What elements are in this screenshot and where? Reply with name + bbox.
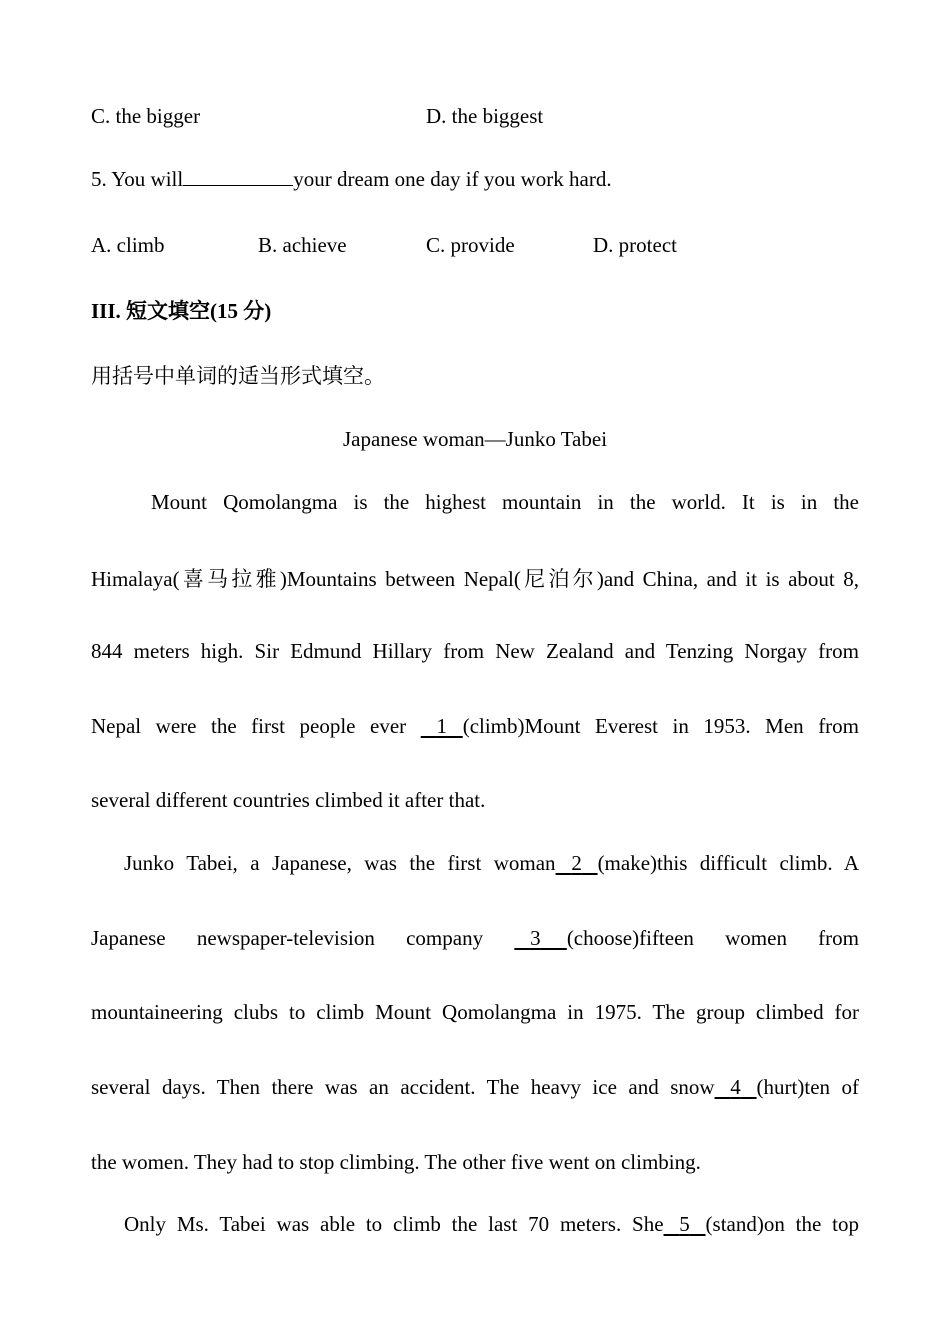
q5-option-b: B. achieve	[258, 233, 347, 257]
section-instruction: 用括号中单词的适当形式填空。	[91, 364, 385, 388]
q4-option-d: D. the biggest	[426, 104, 544, 128]
passage-text: (stand)on the top	[705, 1212, 859, 1236]
q5-option-c: C. provide	[426, 233, 515, 257]
passage-text: (hurt)ten of	[756, 1075, 859, 1099]
passage-text: Junko Tabei, a Japanese, was the first woman	[124, 851, 556, 875]
blank-5	[664, 1214, 706, 1235]
passage-line	[124, 1214, 859, 1235]
blank-number: 3	[530, 926, 541, 950]
passage-text: Only Ms. Tabei was able to climb the last 70 meters. She	[124, 1212, 664, 1236]
passage-line	[91, 1077, 859, 1098]
passage-line	[124, 853, 859, 874]
q5-option-d: D. protect	[593, 233, 677, 257]
blank-2	[556, 853, 598, 874]
q5-stem	[91, 169, 612, 190]
q5-prefix: 5. You will	[91, 167, 184, 191]
passage-line	[91, 716, 859, 737]
blank-number: 5	[679, 1212, 690, 1236]
blank-number: 4	[730, 1075, 741, 1099]
passage-text: (climb)Mount Everest in 1953. Men from	[462, 714, 860, 738]
passage-line: Himalaya(喜马拉雅)Mountains between Nepal(尼泊尔)and China, and it is about 8,	[91, 567, 859, 591]
passage-line: several different countries climbed it after that.	[91, 788, 486, 812]
blank-number: 2	[571, 851, 582, 875]
section-heading: III. 短文填空(15 分)	[91, 299, 272, 323]
blank-4	[715, 1077, 757, 1098]
passage-line: 844 meters high. Sir Edmund Hillary from New Zealand and Tenzing Norgay from	[91, 639, 859, 663]
passage-text: (choose)fifteen women from	[566, 926, 860, 950]
passage-text: several days. Then there was an accident. The heavy ice and snow	[91, 1075, 715, 1099]
q4-option-c: C. the bigger	[91, 104, 201, 128]
q5-suffix: your dream one day if you work hard.	[293, 167, 612, 191]
passage-text: Nepal were the first people ever	[91, 714, 407, 738]
passage-text: (make)this difficult climb. A	[597, 851, 860, 875]
passage-text: Japanese newspaper-television company	[91, 926, 484, 950]
passage-line: Mount Qomolangma is the highest mountain in the world. It is in the	[151, 490, 859, 514]
passage-line: mountaineering clubs to climb Mount Qomolangma in 1975. The group climbed for	[91, 1000, 859, 1024]
blank-number: 1	[436, 714, 447, 738]
blank-1	[421, 716, 463, 737]
passage-line: the women. They had to stop climbing. The other five went on climbing.	[91, 1150, 701, 1174]
passage-title: Japanese woman—Junko Tabei	[342, 427, 608, 451]
passage-line	[91, 928, 859, 949]
q5-option-a: A. climb	[91, 233, 165, 257]
q5-answer-blank	[183, 184, 293, 186]
blank-3	[514, 928, 567, 949]
